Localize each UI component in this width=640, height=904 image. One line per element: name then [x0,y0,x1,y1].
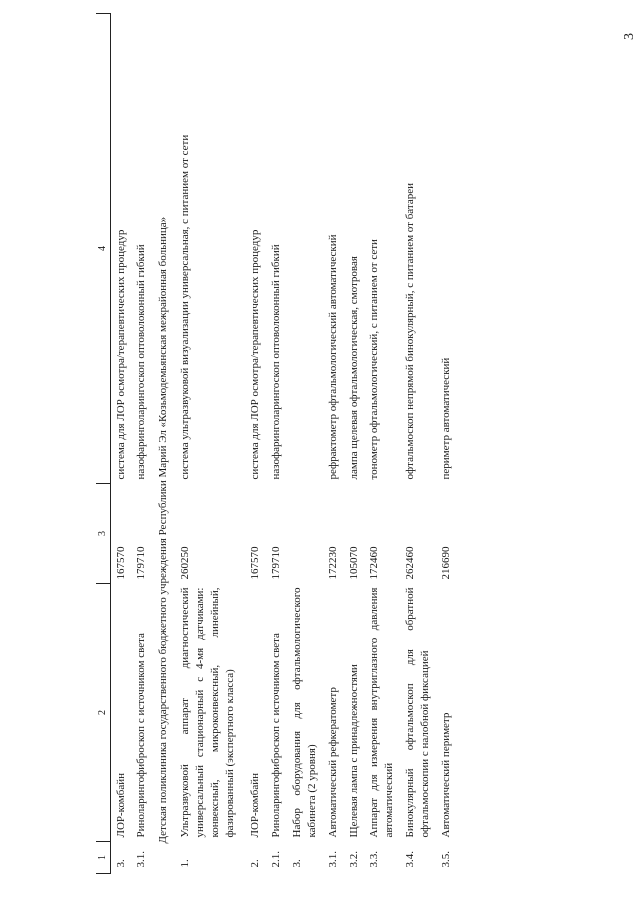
row-number: 3.4. [404,851,417,868]
equipment-description: назофаринголарингоскоп оптоволоконный гибкий [270,244,283,480]
equipment-name: ЛОР-комбайн [249,773,262,838]
equipment-description: система ультразвуковой визуализации универсальная, с питанием от сети [179,134,192,480]
header-col-2: 2 [96,584,110,842]
table-row [175,14,240,874]
equipment-name: Автоматический рефкератометр [326,687,339,838]
equipment-code: 179710 [270,546,283,580]
header-col-4: 4 [96,14,110,484]
equipment-description: система для ЛОР осмотра/терапевтических процедур [249,229,262,480]
equipment-code: 216690 [439,546,452,580]
equipment-table-sheet [96,14,616,874]
equipment-description: тонометр офтальмологический, с питанием от сети [368,239,381,480]
table-row [266,14,287,874]
header-col-3: 3 [96,484,110,584]
row-number: 3.2. [347,851,360,868]
equipment-description: назофаринголарингоскоп оптоволоконный гибкий [135,244,148,480]
equipment-name: Щелевая лампа с принадлежностями [347,664,360,838]
equipment-code: 262460 [404,546,417,580]
table-row [344,14,365,874]
equipment-code [287,484,323,584]
equipment-name: ЛОР-комбайн [114,773,127,838]
equipment-name: Ультразвуковой аппарат диагностический универсальный стационарный с 4-мя датчиками: конвексный, микроконвексный, линейный, фазированный (экспертного класса) [179,587,236,838]
equipment-code: 172460 [368,546,381,580]
row-number: 2.1. [270,851,283,868]
equipment-code: 167570 [114,546,127,580]
equipment-name: Набор оборудования для офтальмологического кабинета (2 уровня) [291,587,318,838]
equipment-name: Бинокулярный офтальмоскоп для обратной офтальмоскопии с налобной фиксацией [404,587,431,838]
equipment-description: рефрактометр офтальмологический автоматический [326,234,339,480]
table-row [400,14,436,874]
row-number: 3.3. [368,851,381,868]
equipment-code: 167570 [249,546,262,580]
equipment-code: 172230 [326,546,339,580]
row-number: 2. [249,859,262,868]
equipment-code: 179710 [135,546,148,580]
equipment-description: лампа щелевая офтальмологическая, смотровая [347,256,360,480]
table-row [110,14,131,874]
equipment-description [287,14,323,484]
table-row [131,14,152,874]
equipment-name: Риноларингофиброскоп с источником света [135,633,148,838]
institution-section-title: Детская поликлиника государственного бюджетного учреждения Республики Марий Эл «Козьмодемьянская межрайонная больница» [157,216,170,844]
equipment-code: 105070 [347,546,360,580]
table-row [287,14,323,874]
table-row [323,14,344,874]
table-row [364,14,400,874]
equipment-description: система для ЛОР осмотра/терапевтических процедур [114,229,127,480]
row-number: 3. [291,859,304,868]
table-row [240,14,266,874]
equipment-name: Риноларингофиброскоп с источником света [270,633,283,838]
row-number: 1. [179,859,192,868]
equipment-name: Автоматический периметр [439,712,452,838]
row-number: 3.1. [326,851,339,868]
equipment-name: Аппарат для измерения внутриглазного давления автоматический [368,587,396,838]
equipment-code: 260250 [179,546,192,580]
row-number: 3.1. [135,851,148,868]
equipment-description: офтальмоскоп непрямой бинокулярный, с питанием от батареи [404,183,417,480]
equipment-table [96,13,457,874]
page-number: 3 [622,33,637,40]
equipment-description: периметр автоматический [439,357,452,480]
table-header-row [96,14,110,874]
table-row [436,14,457,874]
header-col-1: 1 [96,842,110,874]
row-number: 3. [114,859,127,868]
row-number: 3.5. [439,851,452,868]
section-header-row [152,14,175,874]
